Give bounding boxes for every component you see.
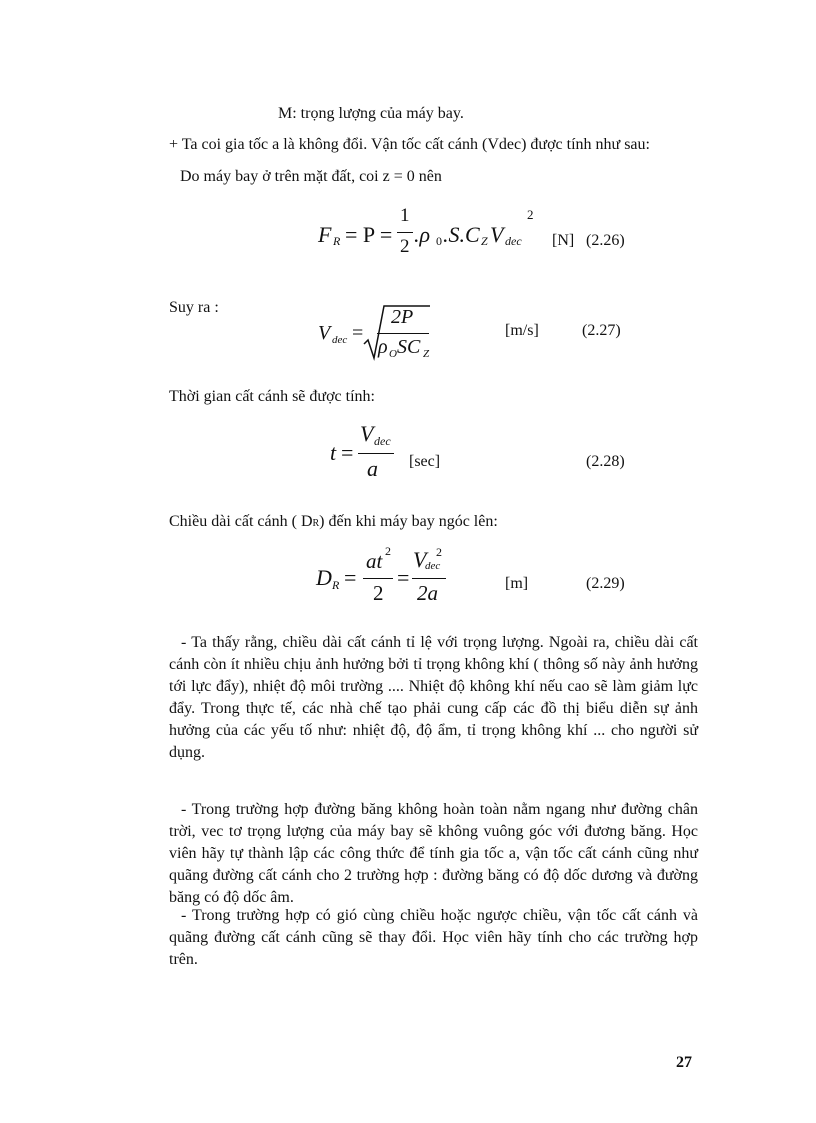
eq226-fraction-den: 2 (400, 236, 410, 257)
suy-ra-line: Suy ra : (169, 299, 219, 316)
eq228-den: a (367, 456, 378, 481)
assumption-line: + Ta coi gia tốc a là không đổi. Vận tốc cất cánh (Vdec) được tính như sau: (169, 136, 650, 153)
eq227-number: (2.27) (582, 322, 621, 339)
eq229-num1: at (366, 549, 383, 573)
eq226-number: (2.26) (586, 232, 625, 249)
eq227-fraction-bar (377, 333, 429, 334)
length-intro-post: ) đến khi máy bay ngóc lên: (319, 513, 498, 530)
sqrt-radical-icon (362, 304, 432, 362)
eq226-rho-sub: 0 (436, 234, 442, 248)
eq226-sc: .S.C (443, 222, 480, 247)
eq227-num: 2P (391, 306, 414, 328)
paragraph-wind-effect: - Trong trường hợp có gió cùng chiều hoặc ngược chiều, vận tốc cất cánh và quãng đường cất cánh cũng sẽ thay đổi. Học viên hãy tính cho các trường hợp trên. (169, 907, 698, 968)
eq229-num2-sub: dec (425, 560, 441, 572)
eq226-fraction-bar (397, 232, 413, 233)
eq229-unit: [m] (505, 575, 529, 592)
ground-condition-line: Do máy bay ở trên mặt đất, coi z = 0 nên (180, 168, 442, 185)
eq229-den1: 2 (373, 581, 384, 605)
eq229-d-sub: R (332, 578, 340, 592)
eq226-lhs-f: F (318, 222, 332, 247)
time-intro-line: Thời gian cất cánh sẽ được tính: (169, 388, 375, 405)
eq226-v-sub: dec (505, 234, 522, 248)
eq226-v-sup: 2 (527, 207, 534, 222)
eq229-equals-2: = (397, 565, 410, 590)
eq226-rho: .ρ (414, 222, 431, 247)
eq227-v: V (318, 322, 331, 344)
eq229-fraction-bar-2 (412, 578, 446, 579)
m-definition-line: M: trọng lượng của máy bay. (278, 105, 464, 122)
eq227-v-sub: dec (332, 334, 348, 346)
eq227-den-rho-sub: O (389, 348, 397, 360)
eq229-den2: 2a (417, 581, 438, 605)
eq227-den-sc-sub: Z (423, 348, 430, 360)
paragraph-sloped-runway: - Trong trường hợp đường băng không hoàn toàn nằm ngang như đường chân trời, vec tơ trọng lượng của máy bay sẽ không vuông góc với đương băng. Học viên hãy tự thành lập các công thức để tính gia tốc a, vận tốc cất cánh cũng như quãng đường cất cánh cho 2 trường hợp : đường băng có độ dốc dương và đường băng có độ dốc âm. (169, 801, 698, 906)
length-intro-sub: R (312, 518, 320, 529)
eq226-fraction-num: 1 (400, 205, 410, 226)
eq228-number: (2.28) (586, 453, 625, 470)
eq229-d: D (316, 565, 332, 590)
eq226-v: V (490, 222, 504, 247)
page-number: 27 (676, 1054, 692, 1071)
eq228-num-sub: dec (374, 434, 391, 448)
eq228-equals: = (341, 440, 354, 465)
eq227-den-sc: SC (397, 336, 421, 358)
eq227-equals: = (352, 322, 364, 344)
eq228-num-v: V (360, 421, 374, 446)
eq228-fraction-bar (358, 453, 394, 454)
eq229-num2-v: V (413, 547, 427, 572)
length-intro-pre: Chiều dài cất cánh ( D (169, 513, 313, 530)
eq226-equals-p: = P = (345, 222, 393, 247)
eq226-lhs-sub: R (333, 234, 341, 248)
eq229-num1-sup: 2 (385, 544, 391, 558)
eq226-unit: [N] (552, 232, 575, 249)
length-intro-line (169, 512, 498, 534)
eq226-cz-sub: Z (481, 234, 488, 248)
eq227-unit: [m/s] (505, 322, 539, 339)
eq228-t: t (330, 440, 337, 465)
eq229-fraction-bar-1 (363, 578, 393, 579)
eq229-num2-sup: 2 (436, 545, 442, 559)
eq227-den-rho: ρ (378, 336, 388, 358)
eq229-equals-1: = (344, 565, 357, 590)
eq229-number: (2.29) (586, 575, 625, 592)
eq228-unit: [sec] (409, 453, 441, 470)
paragraph-takeoff-length-factors: - Ta thấy rằng, chiều dài cất cánh tỉ lệ với trọng lượng. Ngoài ra, chiều dài cất cánh còn ít nhiều chịu ảnh hưởng bởi tỉ trọng không khí ( thông số này ảnh hưởng tới lực đẩy), nhiệt độ môi trường .... Nhiệt độ không khí nếu cao sẽ làm giảm lực đẩy. Trong thực tế, các nhà chế tạo phải cung cấp các đồ thị biểu diễn sự ảnh hưởng của các yếu tố như: nhiệt độ, độ ẩm, tỉ trọng không khí ... cho người sử dụng. (169, 634, 698, 761)
